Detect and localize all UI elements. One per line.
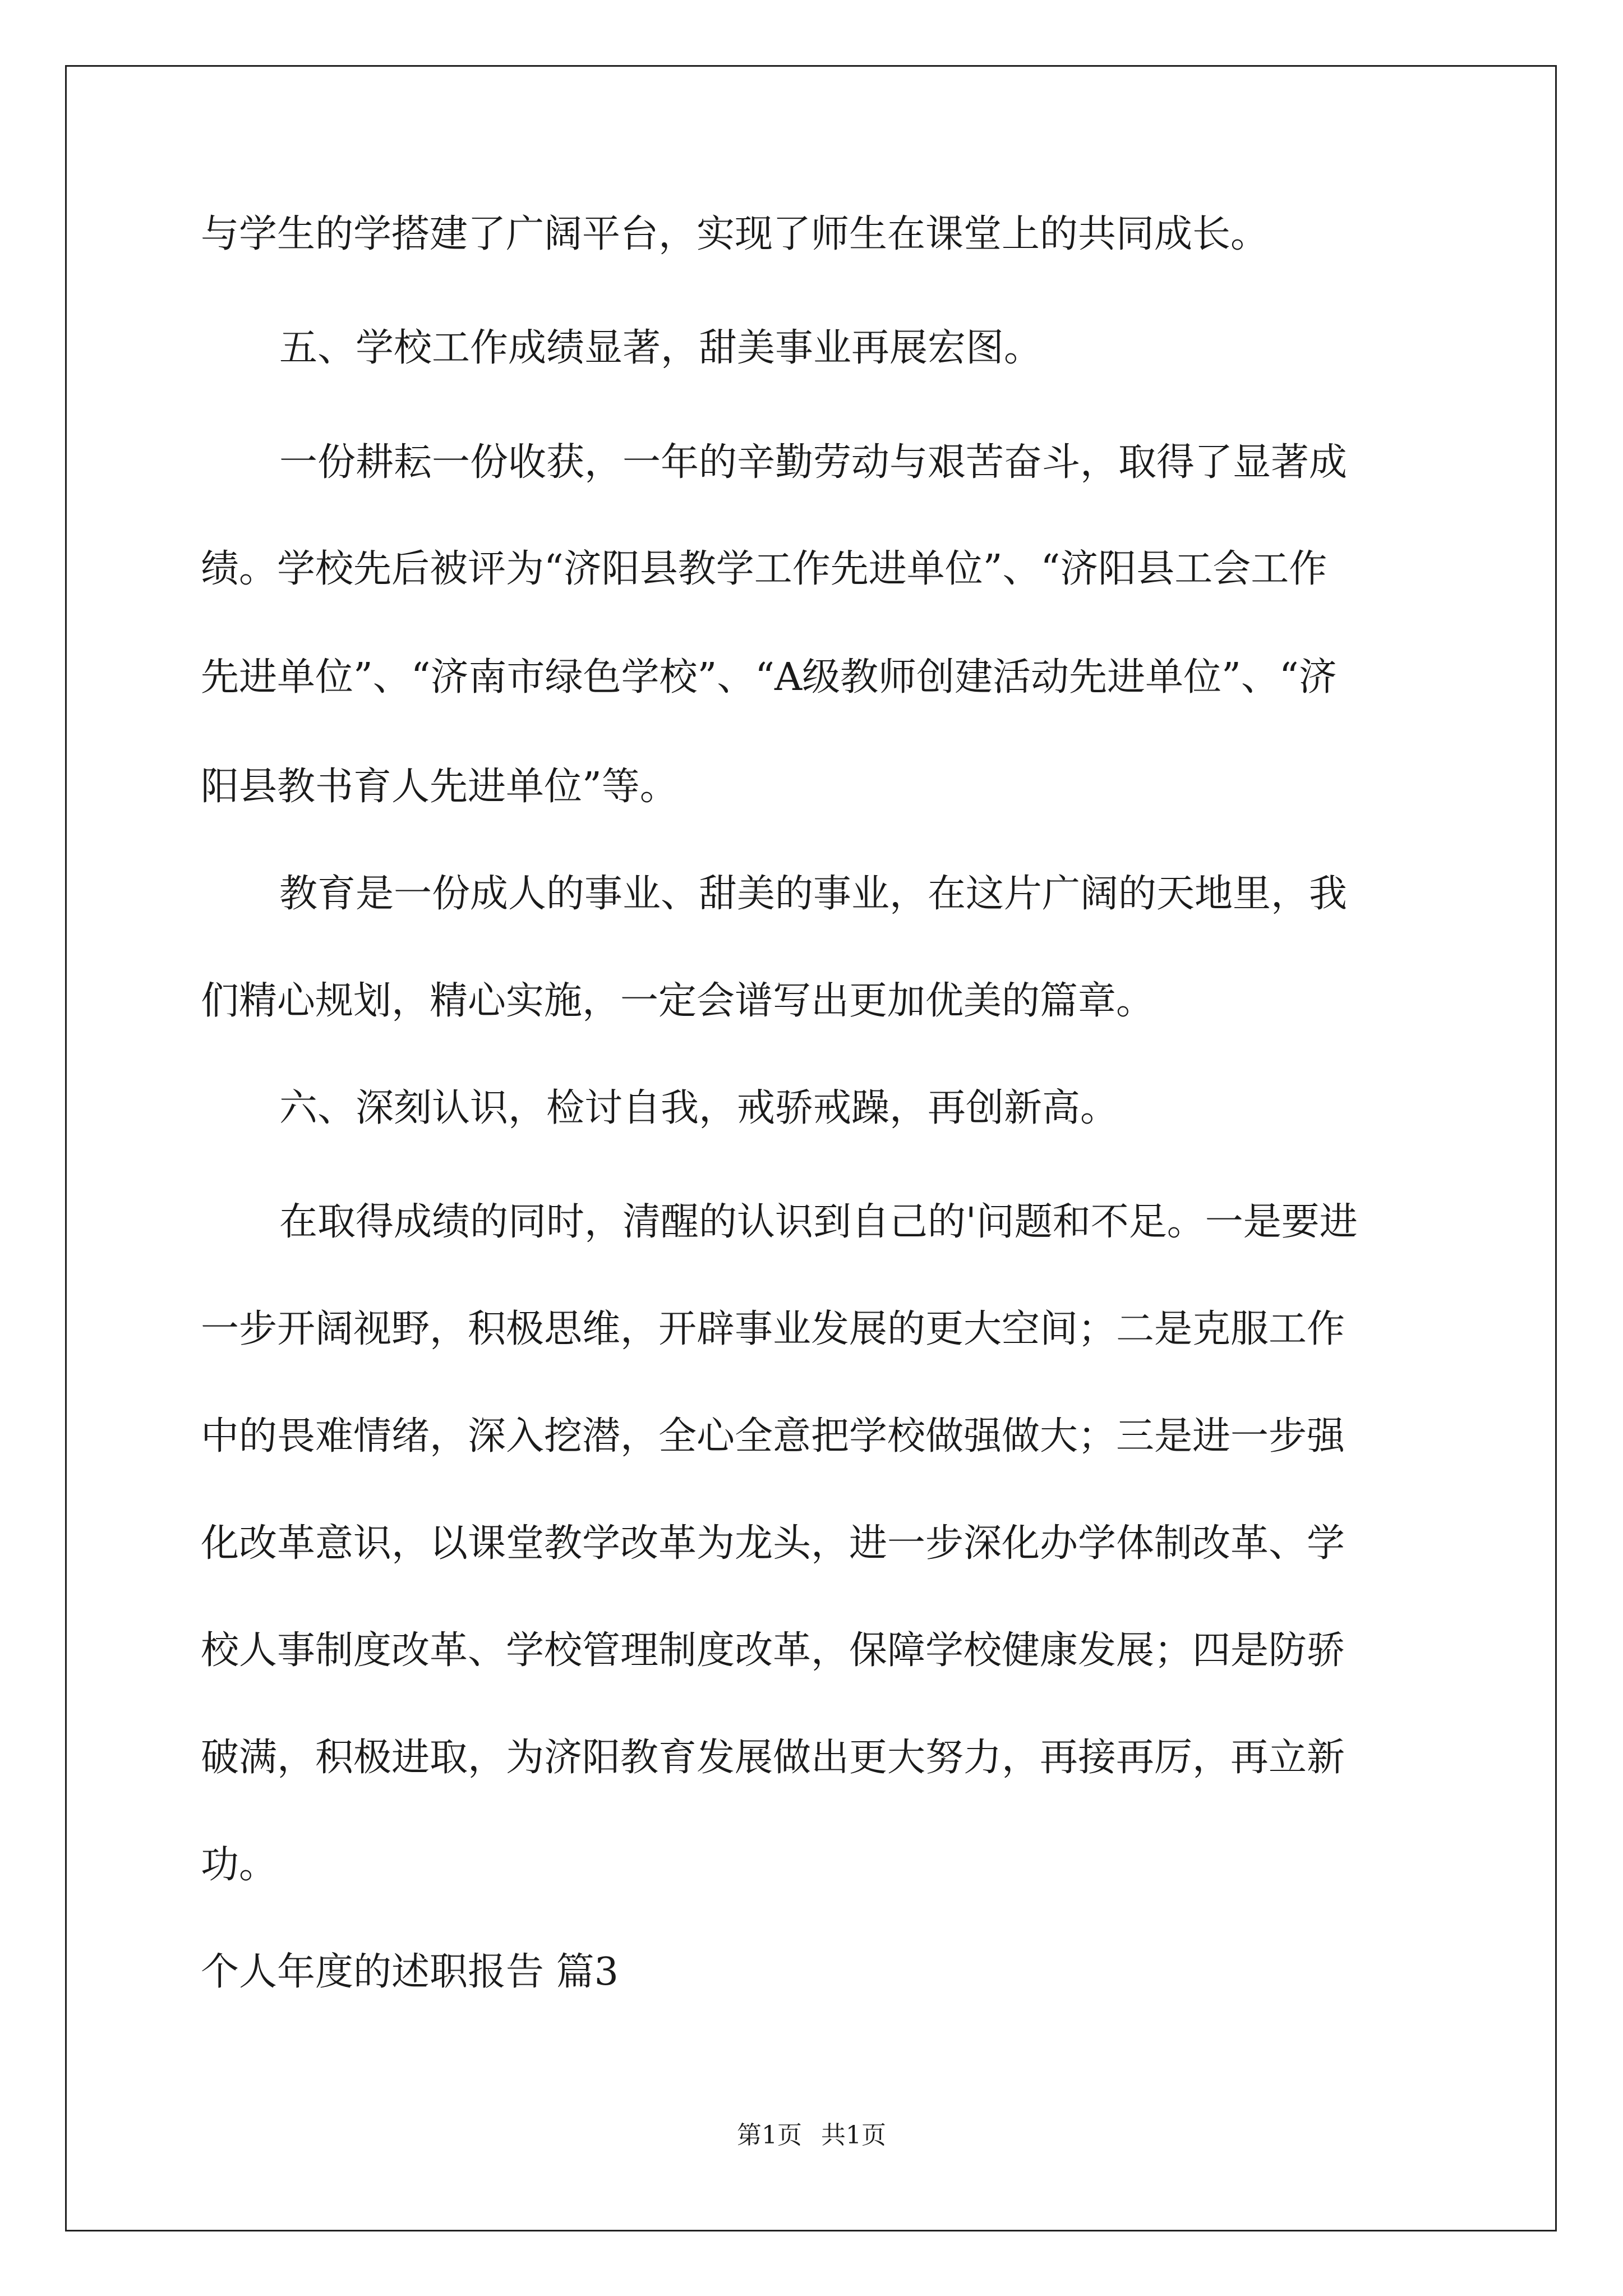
- paragraph-line: 先进单位”、“济南市绿色学校”、“A级教师创建活动先进单位”、“济: [201, 655, 1337, 700]
- paragraph-line: 校人事制度改革、学校管理制度改革，保障学校健康发展；四是防骄: [201, 1628, 1345, 1673]
- paragraph-line: 一份耕耘一份收获，一年的辛勤劳动与艰苦奋斗，取得了显著成: [279, 440, 1348, 485]
- report-section-title: 个人年度的述职报告 篇3: [201, 1950, 619, 1994]
- paragraph-line: 中的畏难情绪，深入挖潜，全心全意把学校做强做大；三是进一步强: [201, 1414, 1345, 1458]
- page-footer: [0, 2119, 1623, 2152]
- paragraph-line: 阳县教书育人先进单位”等。: [201, 765, 678, 809]
- paragraph-line: 破满，积极进取，为济阳教育发展做出更大努力，再接再厉，再立新: [201, 1736, 1345, 1780]
- paragraph-line: 功。: [201, 1843, 278, 1887]
- page-total: 共1页: [821, 2121, 886, 2150]
- paragraph-line: 与学生的学搭建了广阔平台，实现了师生在课堂上的共同成长。: [201, 212, 1269, 256]
- page-number: 第1页: [737, 2121, 802, 2150]
- paragraph-line: 在取得成绩的同时，清醒的认识到自己的'问题和不足。一是要进: [279, 1200, 1358, 1244]
- paragraph-line: 教育是一份成人的事业、甜美的事业，在这片广阔的天地里，我: [279, 872, 1348, 916]
- paragraph-line: 化改革意识，以课堂教学改革为龙头，进一步深化办学体制改革、学: [201, 1521, 1345, 1566]
- paragraph-line: 绩。学校先后被评为“济阳县教学工作先进单位”、“济阳县工会工作: [201, 547, 1327, 591]
- page-frame: [65, 65, 1557, 2231]
- section-heading-six: 六、深刻认识，检讨自我，戒骄戒躁，再创新高。: [279, 1086, 1119, 1130]
- section-heading-five: 五、学校工作成绩显著，甜美事业再展宏图。: [279, 326, 1043, 370]
- paragraph-line: 一步开阔视野，积极思维，开辟事业发展的更大空间；二是克服工作: [201, 1307, 1345, 1351]
- paragraph-line: 们精心规划，精心实施，一定会谱写出更加优美的篇章。: [201, 979, 1155, 1023]
